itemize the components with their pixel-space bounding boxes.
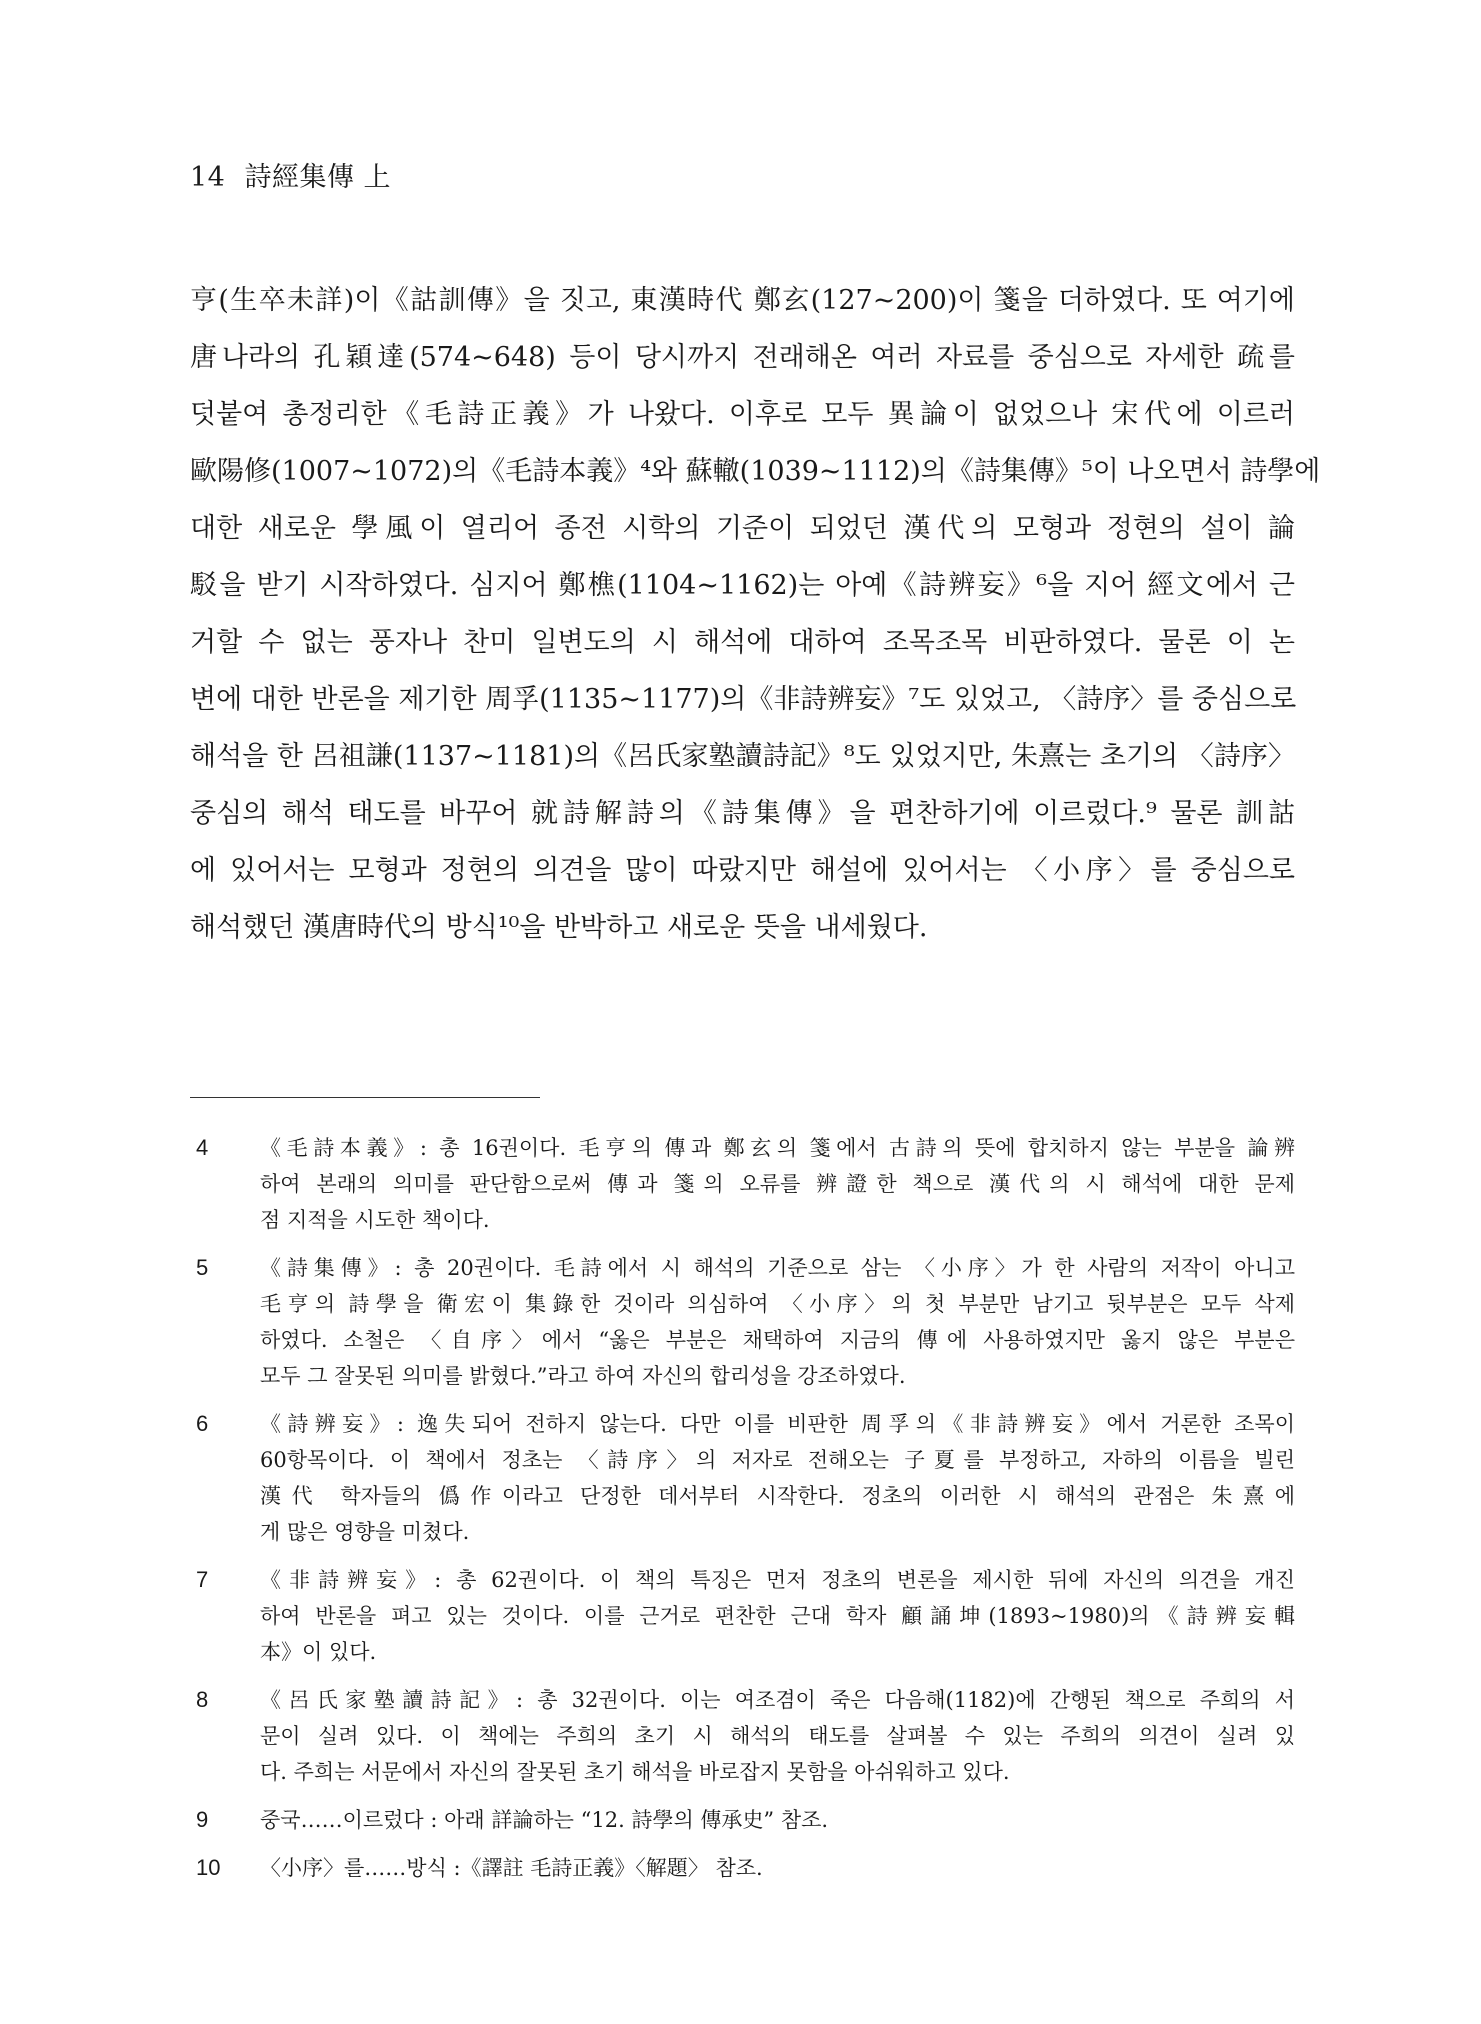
footnote-line: 문이 실려 있다. 이 책에는 주희의 초기 시 해석의 태도를 살펴볼 수 있는 주희의 의견이 실려 있 bbox=[260, 1724, 1295, 1748]
footnote-line: 중국……이르렀다 : 아래 詳論하는 “12. 詩學의 傳承史” 참조. bbox=[260, 1808, 829, 1832]
body-line: 변에 대한 반론을 제기한 周孚(1135~1177)의《非詩辨妄》⁷도 있었고, 〈詩序〉를 중심으로 bbox=[190, 684, 1297, 715]
book-title: 詩經集傳 上 bbox=[244, 162, 392, 193]
footnote-10 bbox=[190, 1850, 1295, 1886]
footnote-divider bbox=[190, 1097, 540, 1098]
footnote-line: 《詩集傳》: 총 20권이다. 毛詩에서 시 해석의 기준으로 삼는 〈小序〉가 한 사람의 저작이 아니고 bbox=[260, 1256, 1295, 1280]
footnote-line: 毛亨의 詩學을 衛宏이 集錄한 것이라 의심하여 〈小序〉의 첫 부분만 남기고 뒷부분은 모두 삭제 bbox=[260, 1292, 1295, 1316]
footnote-8 bbox=[190, 1682, 1295, 1790]
footnote-5 bbox=[190, 1250, 1295, 1394]
running-head bbox=[190, 155, 391, 194]
body-line: 대한 새로운 學風이 열리어 종전 시학의 기준이 되었던 漢代의 모형과 정현의 설이 論 bbox=[190, 513, 1295, 544]
body-line: 에 있어서는 모형과 정현의 의견을 많이 따랐지만 해설에 있어서는 〈小序〉를 중심으로 bbox=[190, 855, 1295, 886]
footnote-line: 《毛詩本義》: 총 16권이다. 毛亨의 傳과 鄭玄의 箋에서 古詩의 뜻에 합치하지 않는 부분을 論辨 bbox=[260, 1136, 1295, 1160]
body-line: 해석을 한 呂祖謙(1137~1181)의《呂氏家塾讀詩記》⁸도 있었지만, 朱熹는 초기의 〈詩序〉 bbox=[190, 741, 1295, 772]
body-line: 거할 수 없는 풍자나 찬미 일변도의 시 해석에 대하여 조목조목 비판하였다. 물론 이 논 bbox=[190, 627, 1295, 658]
footnote-line: 60항목이다. 이 책에서 정초는 〈詩序〉의 저자로 전해오는 子夏를 부정하고, 자하의 이름을 빌린 bbox=[260, 1448, 1295, 1472]
footnote-9 bbox=[190, 1802, 1295, 1838]
footnote-line: 本》이 있다. bbox=[260, 1640, 377, 1664]
body-line: 駁을 받기 시작하였다. 심지어 鄭樵(1104~1162)는 아예《詩辨妄》⁶을 지어 經文에서 근 bbox=[190, 570, 1295, 601]
footnote-line: 하여 본래의 의미를 판단함으로써 傳과 箋의 오류를 辨證한 책으로 漢代의 시 해석에 대한 문제 bbox=[260, 1172, 1295, 1196]
footnote-number: 8 bbox=[196, 1687, 209, 1712]
body-line: 亨(生卒未詳)이《詁訓傳》을 짓고, 東漢時代 鄭玄(127~200)이 箋을 더하였다. 또 여기에 bbox=[190, 285, 1295, 316]
footnote-number: 9 bbox=[196, 1807, 209, 1832]
footnote-7 bbox=[190, 1562, 1295, 1670]
page-number: 14 bbox=[190, 162, 226, 193]
footnote-line: 《詩辨妄》: 逸失되어 전하지 않는다. 다만 이를 비판한 周孚의《非詩辨妄》에서 거론한 조목이 bbox=[260, 1412, 1295, 1436]
body-text bbox=[190, 272, 1321, 956]
body-line: 해석했던 漢唐時代의 방식¹⁰을 반박하고 새로운 뜻을 내세웠다. bbox=[190, 912, 928, 943]
footnote-number: 5 bbox=[196, 1255, 209, 1280]
footnote-line: 게 많은 영향을 미쳤다. bbox=[260, 1520, 470, 1544]
footnote-number: 7 bbox=[196, 1567, 209, 1592]
footnote-line: 《非詩辨妄》: 총 62권이다. 이 책의 특징은 먼저 정초의 변론을 제시한 뒤에 자신의 의견을 개진 bbox=[260, 1568, 1295, 1592]
footnote-line: 漢代 학자들의 僞作이라고 단정한 데서부터 시작한다. 정초의 이러한 시 해석의 관점은 朱熹에 bbox=[260, 1484, 1295, 1508]
footnote-number: 4 bbox=[196, 1135, 209, 1160]
body-line: 중심의 해석 태도를 바꾸어 就詩解詩의《詩集傳》을 편찬하기에 이르렀다.⁹ 물론 訓詁 bbox=[190, 798, 1295, 829]
footnotes bbox=[190, 1130, 1295, 1898]
footnote-line: 다. 주희는 서문에서 자신의 잘못된 초기 해석을 바로잡지 못함을 아쉬워하고 있다. bbox=[260, 1760, 1010, 1784]
footnote-number: 10 bbox=[196, 1855, 221, 1880]
footnote-line: 하여 반론을 펴고 있는 것이다. 이를 근거로 편찬한 근대 학자 顧誦坤(1893~1980)의《詩辨妄輯 bbox=[260, 1604, 1295, 1628]
footnote-number: 6 bbox=[196, 1411, 209, 1436]
body-line: 唐나라의 孔穎達(574~648) 등이 당시까지 전래해온 여러 자료를 중심으로 자세한 疏를 bbox=[190, 342, 1295, 373]
footnote-line: 하였다. 소철은 〈自序〉에서 “옳은 부분은 채택하여 지금의 傳에 사용하였지만 옳지 않은 부분은 bbox=[260, 1328, 1295, 1352]
footnote-6 bbox=[190, 1406, 1295, 1550]
footnote-line: 〈小序〉를……방식 :《譯註 毛詩正義》〈解題〉 참조. bbox=[260, 1856, 763, 1880]
footnote-4 bbox=[190, 1130, 1295, 1238]
footnote-line: 점 지적을 시도한 책이다. bbox=[260, 1208, 490, 1232]
footnote-line: 모두 그 잘못된 의미를 밝혔다.”라고 하여 자신의 합리성을 강조하였다. bbox=[260, 1364, 906, 1388]
body-line: 歐陽修(1007~1072)의《毛詩本義》⁴와 蘇轍(1039~1112)의《詩集傳》⁵이 나오면서 詩學에 bbox=[190, 456, 1321, 487]
body-line: 덧붙여 총정리한《毛詩正義》가 나왔다. 이후로 모두 異論이 없었으나 宋代에 이르러 bbox=[190, 399, 1295, 430]
footnote-line: 《呂氏家塾讀詩記》: 총 32권이다. 이는 여조겸이 죽은 다음해(1182)에 간행된 책으로 주희의 서 bbox=[260, 1688, 1295, 1712]
